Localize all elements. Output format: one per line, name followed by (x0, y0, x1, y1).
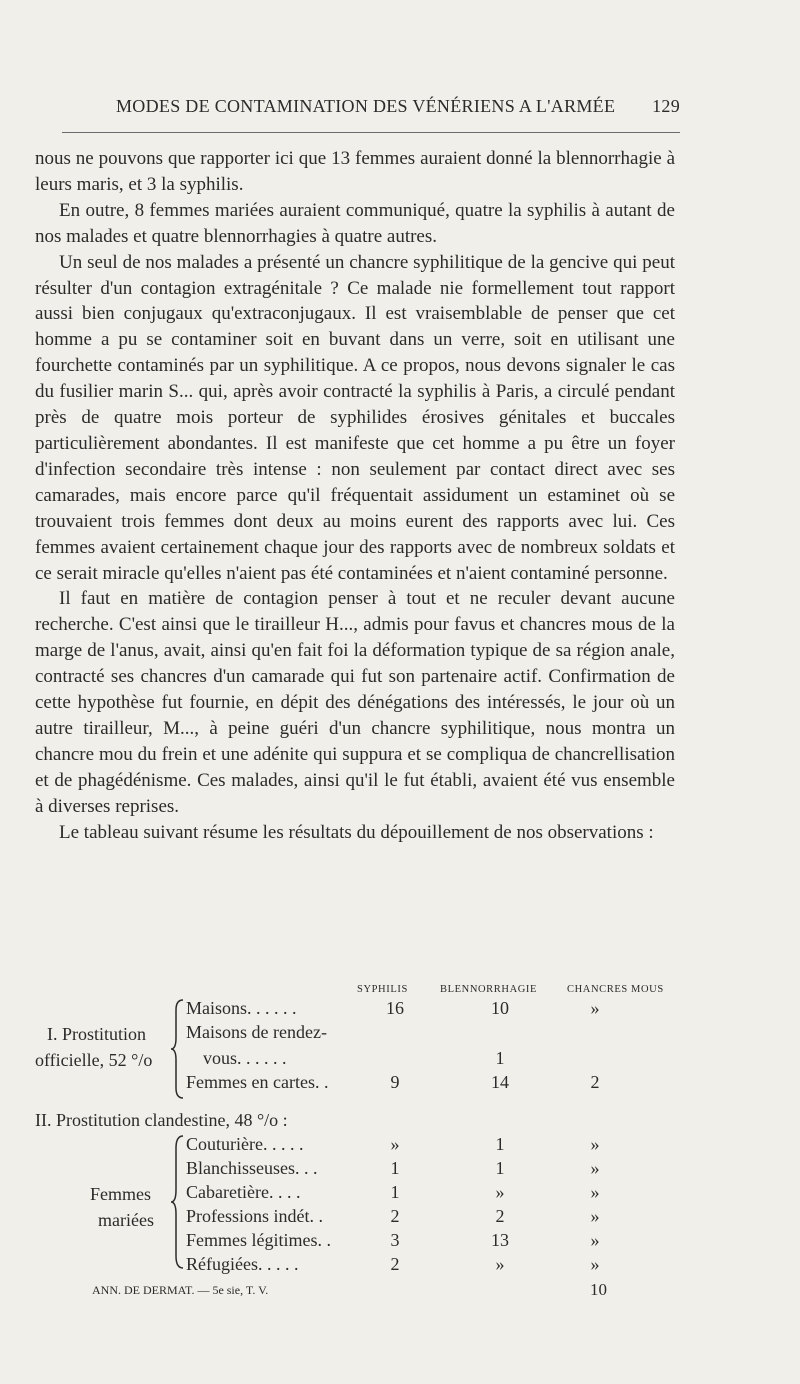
cell-syphilis: » (390, 1134, 400, 1154)
footer-journal: ANN. DE DERMAT. — 5e sie, T. V. (92, 1283, 269, 1297)
column-header-blennorrhagie: BLENNORRHAGIE (440, 984, 538, 995)
cell-blennorrhagie: 10 (491, 998, 509, 1018)
cell-chancres-mous: » (590, 1206, 600, 1226)
column-header-syphilis: SYPHILIS (357, 984, 408, 995)
group2-label-line2: mariées (98, 1210, 154, 1230)
cell-blennorrhagie: » (495, 1182, 505, 1202)
cell-blennorrhagie: 1 (495, 1158, 505, 1178)
cell-chancres-mous: 2 (590, 1072, 600, 1092)
paragraph-3: Un seul de nos malades a présenté un chancre syphilitique de la gencive qui peut résulter d'un contagion extragénitale ? Ce malade nie formellement tout rapport aussi bien conjugaux qu'extraconjugaux. Il est vraisemblable de penser que cet homme a pu se contaminer soit en buvant dans un verre, soit en utilisant une fourchette contaminés par un syphilitique. A ce propos, nous devons signaler le cas du fusilier marin S... qui, après avoir contracté la syphilis à Paris, a circulé pendant près de quatre mois porteur de syphilides érosives génitales et buccales particulièrement abondantes. Il est manifeste que cet homme a pu être un foyer d'infection secondaire très intense : non seulement par contact direct avec ses camarades, mais encore parce qu'il fréquentait assidument un estaminet où se trouvaient trois femmes dont deux au moins eurent des rapports avec lui. Ces femmes avaient certainement chaque jour des rapports avec de nombreux soldats et ce serait miracle qu'elles n'aient pas été contaminées et n'aient contaminé personne. (35, 251, 675, 584)
group2-brace (170, 1134, 186, 1270)
group2-title: II. Prostitution clandestine, 48 °/o : (35, 1110, 288, 1130)
paragraph-5: Le tableau suivant résume les résultats du dépouillement de nos observations : (59, 821, 654, 843)
cell-blennorrhagie: 2 (495, 1206, 505, 1226)
cell-syphilis: 9 (390, 1072, 400, 1092)
table-row-label: Femmes légitimes. . (186, 1230, 331, 1250)
table-row-label: Femmes en cartes. . (186, 1072, 329, 1092)
group1-label-line1: I. Prostitution (47, 1024, 147, 1044)
group1-label-line2: officielle, 52 °/o (35, 1050, 153, 1070)
cell-chancres-mous: » (590, 1182, 600, 1202)
paragraph-2: En outre, 8 femmes mariées auraient communiqué, quatre la syphilis à autant de nos malades et quatre blennorrhagies à quatre autres. (35, 199, 675, 247)
cell-chancres-mous: » (590, 1254, 600, 1274)
table-row-label: Maisons de rendez- (186, 1022, 327, 1042)
table-row-label: Cabaretière. . . . (186, 1182, 301, 1202)
cell-chancres-mous: » (590, 998, 600, 1018)
table-row-label: Réfugiées. . . . . (186, 1254, 299, 1274)
cell-syphilis: 2 (390, 1206, 400, 1226)
cell-syphilis: 3 (390, 1230, 400, 1250)
cell-syphilis: 16 (386, 998, 404, 1018)
cell-chancres-mous: » (590, 1158, 600, 1178)
group2-label-line1: Femmes (90, 1184, 151, 1204)
table-row-label: vous. . . . . . (203, 1048, 287, 1068)
cell-syphilis: 1 (390, 1182, 400, 1202)
cell-blennorrhagie: 14 (491, 1072, 509, 1092)
column-header-chancres-mous: CHANCRES MOUS (567, 984, 664, 995)
running-title: MODES DE CONTAMINATION DES VÉNÉRIENS A L'ARMÉE (116, 96, 616, 116)
cell-chancres-mous: » (590, 1134, 600, 1154)
cell-chancres-mous: » (590, 1230, 600, 1250)
cell-blennorrhagie: 13 (491, 1230, 509, 1250)
cell-syphilis: 1 (390, 1158, 400, 1178)
cell-syphilis: 2 (390, 1254, 400, 1274)
paragraph-4: Il faut en matière de contagion penser à tout et ne reculer devant aucune recherche. C'est ainsi que le tirailleur H..., admis pour favus et chancres mous de la marge de l'anus, avait, ainsi qu'en fait foi la déformation typique de sa région anale, contracté ses chancres d'un camarade qui fut son partenaire actif. Confirmation de cette hypothèse fut fournie, en dépit des dénégations des intéressés, le jour où un autre tirailleur, M..., à peine guéri d'un chancre syphilitique, nous montra un chancre mou du frein et une adénite qui suppura et se compliqua de chancrellisation et de phagédénisme. Ces malades, ainsi qu'il le fut établi, avaient été vus ensemble à diverses reprises. (35, 588, 675, 817)
group1-brace (170, 998, 186, 1100)
footer-signature: 10 (590, 1280, 607, 1299)
page-number: 129 (652, 96, 680, 116)
table-row-label: Maisons. . . . . . (186, 998, 297, 1018)
cell-blennorrhagie: » (495, 1254, 505, 1274)
paragraph-1: nous ne pouvons que rapporter ici que 13 femmes auraient donné la blennorrhagie à leurs maris, et 3 la syphilis. (35, 148, 675, 195)
table-row-label: Blanchisseuses. . . (186, 1158, 318, 1178)
cell-blennorrhagie: 1 (495, 1134, 505, 1154)
cell-blennorrhagie: 1 (495, 1048, 505, 1068)
table-row-label: Couturière. . . . . (186, 1134, 304, 1154)
table-row-label: Professions indét. . (186, 1206, 323, 1226)
